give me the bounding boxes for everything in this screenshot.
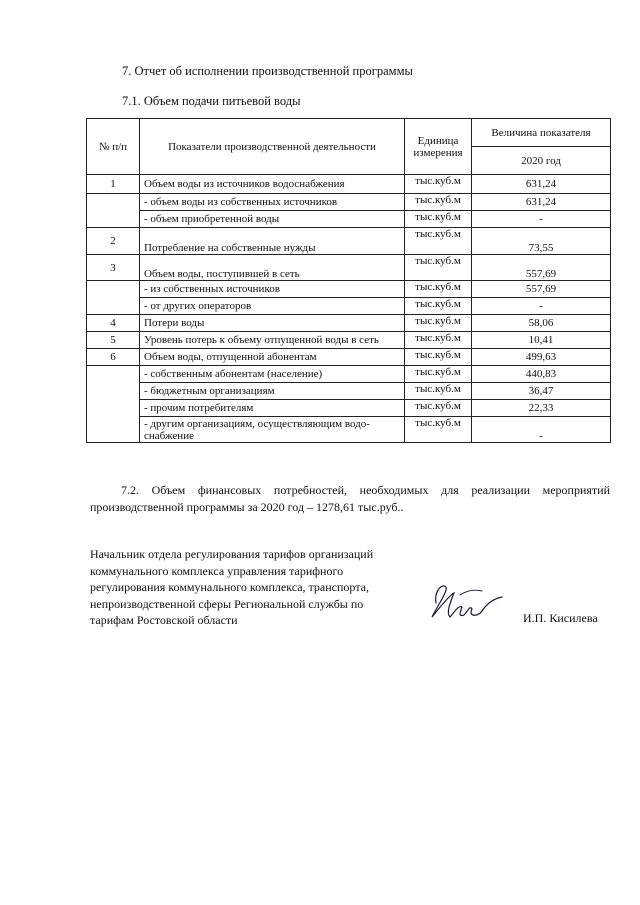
indicator-name: Объем воды, поступившей в сеть [140, 255, 405, 281]
row-number: 3 [87, 255, 140, 281]
value-cell: 22,33 [472, 400, 611, 417]
row-number [87, 194, 140, 228]
indicator-name: - собственным абонентам (население) [140, 366, 405, 383]
financial-note: 7.2. Объем финансовых потребностей, необходимых для реализации мероприятий производственной программы за 2020 год – 1278,61 тыс.руб.. [90, 483, 610, 514]
unit-cell: тыс.куб.м [405, 194, 472, 211]
signatory-position: Начальник отдела регулирования тарифов организаций коммунального комплекса управления тарифного регулирования коммунального комплекса, транспорта, непроизводственной сферы Региональной службы по тарифам Ростовской области [90, 547, 374, 627]
unit-cell: тыс.куб.м [405, 315, 472, 332]
table-row [87, 228, 611, 255]
value-cell: 10,41 [472, 332, 611, 349]
unit-cell: тыс.куб.м [405, 228, 472, 255]
table-row [87, 281, 611, 298]
unit-cell: тыс.куб.м [405, 175, 472, 194]
table-row [87, 332, 611, 349]
value-cell: - [472, 211, 611, 228]
indicator-name: - бюджетным организациям [140, 383, 405, 400]
table-row [87, 366, 611, 383]
value-cell: 557,69 [472, 281, 611, 298]
table-row [87, 417, 611, 443]
table-row [87, 175, 611, 194]
table-row [87, 383, 611, 400]
indicator-name: - из собственных источников [140, 281, 405, 298]
table-row [87, 211, 611, 228]
row-number: 1 [87, 175, 140, 194]
indicator-name: Уровень потерь к объему отпущенной воды в сеть [140, 332, 405, 349]
row-number: 4 [87, 315, 140, 332]
value-cell: 631,24 [472, 194, 611, 211]
header-indicator: Показатели производственной деятельности [140, 119, 405, 175]
table-row [87, 194, 611, 211]
unit-cell: тыс.куб.м [405, 211, 472, 228]
indicator-name: - объем воды из собственных источников [140, 194, 405, 211]
value-cell: 631,24 [472, 175, 611, 194]
handwritten-signature [420, 573, 505, 633]
row-number: 5 [87, 332, 140, 349]
indicator-name: - прочим потребителям [140, 400, 405, 417]
unit-cell: тыс.куб.м [405, 349, 472, 366]
indicator-name: Потребление на собственные нужды [140, 228, 405, 255]
table-row [87, 298, 611, 315]
value-cell: 73,55 [472, 228, 611, 255]
value-cell: - [472, 417, 611, 443]
unit-cell: тыс.куб.м [405, 400, 472, 417]
indicator-name: Потери воды [140, 315, 405, 332]
table-row [87, 400, 611, 417]
header-year: 2020 год [472, 147, 611, 175]
table-row [87, 349, 611, 366]
table-row [87, 315, 611, 332]
row-number: 2 [87, 228, 140, 255]
header-value-group: Величина показателя [472, 119, 611, 147]
unit-cell: тыс.куб.м [405, 366, 472, 383]
section-subtitle: 7.1. Объем подачи питьевой воды [122, 94, 301, 108]
row-number [87, 281, 140, 315]
water-supply-table [86, 118, 611, 443]
indicator-name: - другим организациям, осуществляющим водо-снабжение [140, 417, 405, 443]
indicator-name: Объем воды, отпущенной абонентам [140, 349, 405, 366]
header-num: № п/п [87, 119, 140, 175]
indicator-name: - от других операторов [140, 298, 405, 315]
value-cell: 36,47 [472, 383, 611, 400]
value-cell: 499,63 [472, 349, 611, 366]
unit-cell: тыс.куб.м [405, 298, 472, 315]
unit-cell: тыс.куб.м [405, 332, 472, 349]
value-cell: 440,83 [472, 366, 611, 383]
indicator-name: - объем приобретенной воды [140, 211, 405, 228]
signatory-name: И.П. Кисилева [523, 611, 598, 625]
value-cell: - [472, 298, 611, 315]
unit-cell: тыс.куб.м [405, 281, 472, 298]
header-unit: Единица измерения [405, 119, 472, 175]
indicator-name: Объем воды из источников водоснабжения [140, 175, 405, 194]
row-number [87, 366, 140, 443]
unit-cell: тыс.куб.м [405, 255, 472, 281]
value-cell: 557,69 [472, 255, 611, 281]
value-cell: 58,06 [472, 315, 611, 332]
unit-cell: тыс.куб.м [405, 383, 472, 400]
row-number: 6 [87, 349, 140, 366]
table-body [87, 175, 611, 443]
unit-cell: тыс.куб.м [405, 417, 472, 443]
section-title: 7. Отчет об исполнении производственной программы [122, 64, 413, 78]
table-row [87, 255, 611, 281]
